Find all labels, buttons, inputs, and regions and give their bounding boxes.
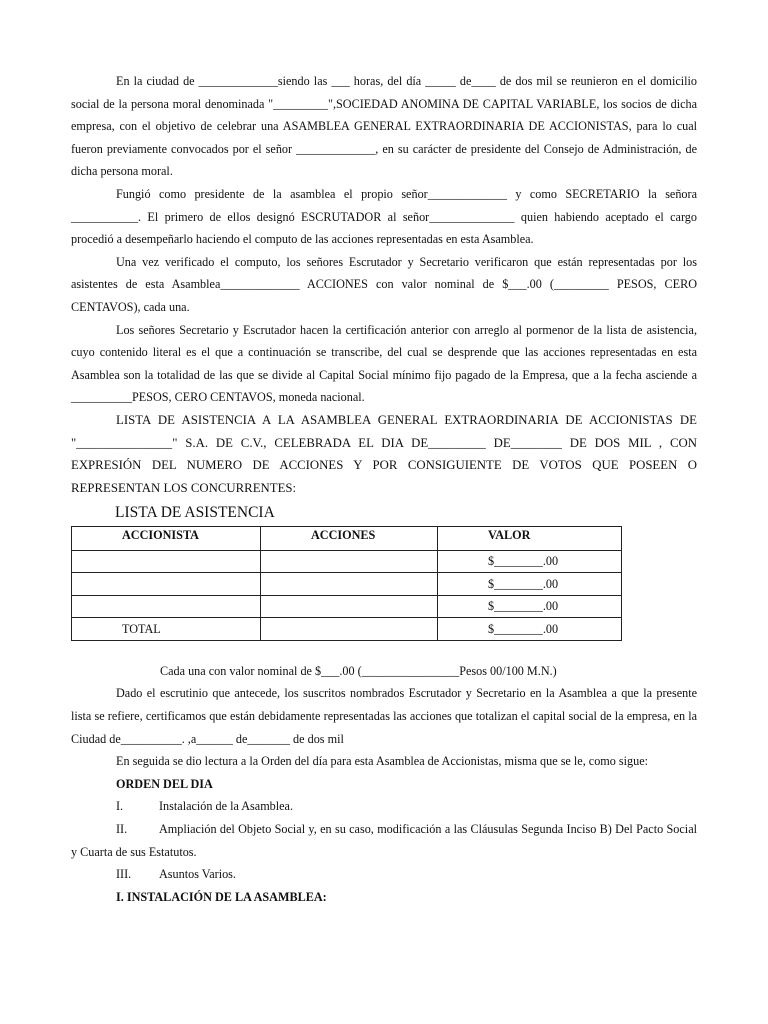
orden-item-number: III.: [116, 867, 132, 882]
paragraph-lista-heading: LISTA DE ASISTENCIA A LA ASAMBLEA GENERAL EXTRAORDINARIA DE ACCIONISTAS DE "_______________" S.A. DE C.V., CELEBRADA EL DIA DE_________ DE________ DE DOS MIL , CON EXPRESIÓN DEL NUMERO DE ACCIONES Y POR CONSIGUIENTE DE VOTOS QUE POSEEN O REPRESENTAN LOS CONCURRENTES:: [71, 412, 697, 495]
paragraph-computo: Una vez verificado el computo, los señores Escrutador y Secretario verificaron que están representadas por los asistentes de esta Asamblea_____________ ACCIONES con valor nominal de $___.00 (_________ PESOS, CERO CENTAVOS), cada una.: [71, 254, 697, 314]
orden-item: [71, 795, 697, 818]
cell-valor: $________.00: [438, 573, 622, 596]
total-label: TOTAL: [72, 618, 261, 641]
orden-item-text: Asuntos Varios.: [159, 867, 236, 882]
table-total-row: [72, 618, 622, 641]
table-row: [72, 573, 622, 596]
paragraph-presidente: Fungió como presidente de la asamblea el propio señor_____________ y como SECRETARIO la señora ___________. El primero de ellos designó ESCRUTADOR al señor______________ quien habiendo aceptado el cargo procedió a desempeñarlo haciendo el computo de las acciones representadas en esta Asamblea.: [71, 186, 697, 247]
nominal-value-line: Cada una con valor nominal de $___.00 (________________Pesos 00/100 M.N.): [160, 663, 557, 678]
orden-del-dia-title: ORDEN DEL DIA: [116, 776, 213, 791]
orden-item-number: I.: [116, 799, 124, 814]
orden-item-number: II.: [116, 821, 128, 836]
cell-acciones: [261, 573, 438, 596]
header-valor: VALOR: [438, 527, 622, 551]
table-row: [72, 595, 622, 618]
orden-item-text: Instalación de la Asamblea.: [159, 799, 294, 814]
attendance-table: [71, 526, 622, 641]
orden-item: [71, 863, 697, 886]
table-row: [72, 550, 622, 573]
paragraph-certificacion: Los señores Secretario y Escrutador hacen la certificación anterior con arreglo al pormenor de la lista de asistencia, cuyo contenido literal es el que a continuación se transcribe, del cual se desprende que las acciones representadas en esta Asamblea son la totalidad de las que se divide al Capital Social mínimo fijo pagado de la Empresa, que a la fecha asciende a __________PESOS, CERO CENTAVOS, moneda nacional.: [71, 322, 697, 405]
paragraph-escrutinio: Dado el escrutinio que antecede, los suscritos nombrados Escrutador y Secretario en la Asamblea a que la presente lista se refiere, certificamos que están debidamente representadas las acciones que totalizan el capital social de la empresa, en la Ciudad de__________. ,a______ de_______ de dos mil: [71, 686, 697, 746]
cell-acciones: [261, 618, 438, 641]
orden-item-text: Ampliación del Objeto Social y, en su caso, modificación a las Cláusulas Segunda Inciso B) Del Pacto Social y Cuarta de sus Estatutos.: [71, 821, 697, 859]
cell-valor: $________.00: [438, 595, 622, 618]
lista-asistencia-title: LISTA DE ASISTENCIA: [115, 504, 275, 522]
table-header-row: [72, 527, 622, 551]
header-accionista: ACCIONISTA: [72, 527, 261, 551]
cell-accionista: [72, 550, 261, 573]
total-value: $________.00: [438, 618, 622, 641]
paragraph-opening: En la ciudad de _____________siendo las ___ horas, del día _____ de____ de dos mil se reunieron en el domicilio social de la persona moral denominada "_________",SOCIEDAD ANOMINA DE CAPITAL VARIABLE, los socios de dicha empresa, con el objetivo de celebrar una ASAMBLEA GENERAL EXTRAORDINARIA DE ACCIONISTAS, para lo cual fueron previamente convocados por el señor _____________, en su carácter de presidente del Consejo de Administración, de dicha persona moral.: [71, 74, 697, 179]
cell-accionista: [72, 573, 261, 596]
section-heading-instalacion: I. INSTALACIÓN DE LA ASAMBLEA:: [116, 889, 327, 904]
header-acciones: ACCIONES: [261, 527, 438, 551]
paragraph-orden-intro: En seguida se dio lectura a la Orden del día para esta Asamblea de Accionistas, misma que se le, como sigue:: [116, 754, 649, 769]
cell-valor: $________.00: [438, 550, 622, 573]
document-page: [71, 70, 697, 908]
cell-accionista: [72, 595, 261, 618]
orden-item: [71, 818, 697, 863]
cell-acciones: [261, 595, 438, 618]
cell-acciones: [261, 550, 438, 573]
